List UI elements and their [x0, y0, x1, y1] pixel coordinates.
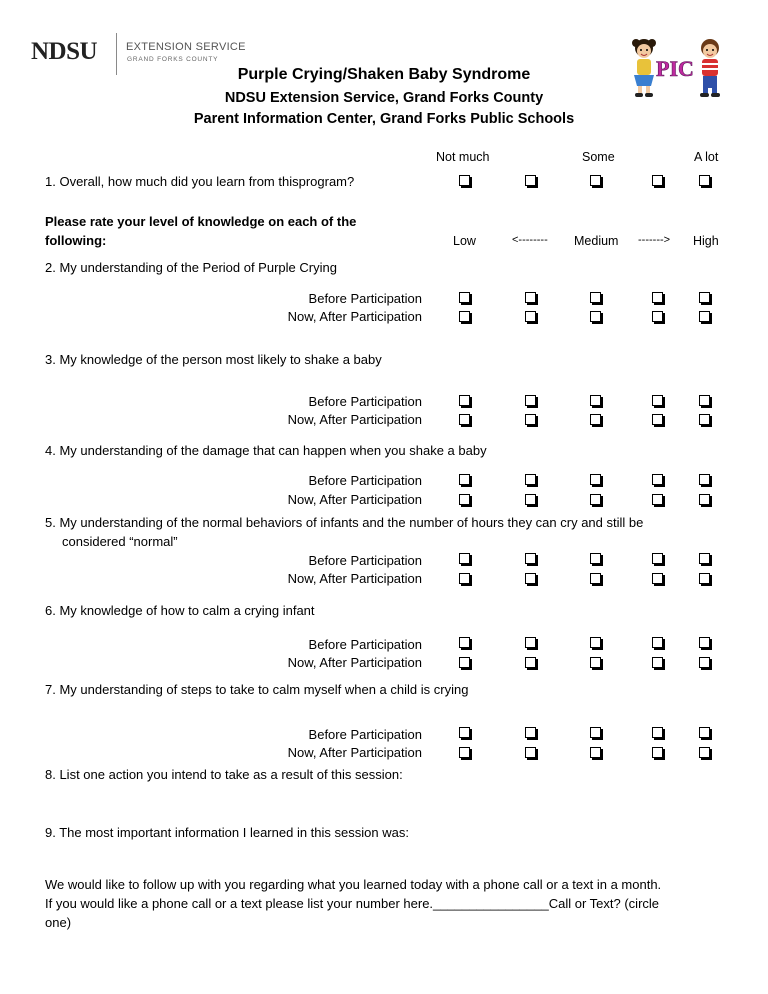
rating-intro-line2: following:: [45, 233, 107, 248]
scale-some: Some: [582, 150, 615, 164]
q3-before-label: Before Participation: [308, 394, 422, 409]
q4-after-checkbox-3[interactable]: [590, 494, 601, 505]
question-5: 5. My understanding of the normal behaviors of infants and the number of hours they can cry and still be: [45, 515, 644, 530]
scale-not-much: Not much: [436, 150, 490, 164]
q7-after-checkbox-2[interactable]: [525, 747, 536, 758]
q2-before-checkbox-4[interactable]: [652, 292, 663, 303]
q4-after-label: Now, After Participation: [287, 492, 422, 507]
q6-before-checkbox-2[interactable]: [525, 637, 536, 648]
scale-arrow-left: <--------: [512, 234, 548, 246]
q7-after-label: Now, After Participation: [287, 745, 422, 760]
question-4: 4. My understanding of the damage that can happen when you shake a baby: [45, 443, 487, 458]
scale-medium: Medium: [574, 234, 619, 248]
pic-logo-text: PIC: [656, 56, 694, 81]
question-7: 7. My understanding of steps to take to calm myself when a child is crying: [45, 682, 469, 697]
q6-after-checkbox-3[interactable]: [590, 657, 601, 668]
q5-after-checkbox-4[interactable]: [652, 573, 663, 584]
q6-after-checkbox-1[interactable]: [459, 657, 470, 668]
q4-after-checkbox-4[interactable]: [652, 494, 663, 505]
q4-before-checkbox-1[interactable]: [459, 474, 470, 485]
q7-after-checkbox-1[interactable]: [459, 747, 470, 758]
form-subtitle-pic: Parent Information Center, Grand Forks Public Schools: [193, 111, 575, 127]
q4-before-checkbox-4[interactable]: [652, 474, 663, 485]
q2-after-checkbox-3[interactable]: [590, 311, 601, 322]
q3-after-checkbox-4[interactable]: [652, 414, 663, 425]
q4-before-checkbox-2[interactable]: [525, 474, 536, 485]
q5-after-checkbox-5[interactable]: [699, 573, 710, 584]
q5-after-checkbox-3[interactable]: [590, 573, 601, 584]
q3-before-checkbox-5[interactable]: [699, 395, 710, 406]
q2-before-checkbox-1[interactable]: [459, 292, 470, 303]
q7-before-checkbox-4[interactable]: [652, 727, 663, 738]
q2-after-checkbox-4[interactable]: [652, 311, 663, 322]
q6-before-checkbox-5[interactable]: [699, 637, 710, 648]
q2-before-label: Before Participation: [308, 291, 422, 306]
q7-before-checkbox-3[interactable]: [590, 727, 601, 738]
q6-after-checkbox-5[interactable]: [699, 657, 710, 668]
q5-before-checkbox-2[interactable]: [525, 553, 536, 564]
scale-high: High: [693, 234, 719, 248]
form-title: Purple Crying/Shaken Baby Syndrome: [237, 66, 531, 83]
q6-before-label: Before Participation: [308, 637, 422, 652]
q6-before-checkbox-3[interactable]: [590, 637, 601, 648]
scale-arrow-right: ------->: [638, 234, 671, 246]
q3-before-checkbox-4[interactable]: [652, 395, 663, 406]
q3-before-checkbox-3[interactable]: [590, 395, 601, 406]
question-6: 6. My knowledge of how to calm a crying infant: [45, 603, 315, 618]
question-2: 2. My understanding of the Period of Purple Crying: [45, 260, 337, 275]
ndsu-logo: NDSU: [31, 38, 98, 65]
question-5-continued: considered “normal”: [62, 534, 178, 549]
q7-before-label: Before Participation: [308, 727, 422, 742]
q1-checkbox-4[interactable]: [652, 175, 663, 186]
followup-line2: If you would like a phone call or a text please list your number here.________________Call or Text? (circle: [45, 896, 660, 911]
q7-after-checkbox-4[interactable]: [652, 747, 663, 758]
question-8: 8. List one action you intend to take as a result of this session:: [45, 767, 403, 782]
q1-checkbox-5[interactable]: [699, 175, 710, 186]
q2-after-label: Now, After Participation: [287, 309, 422, 324]
q5-before-checkbox-5[interactable]: [699, 553, 710, 564]
q7-before-checkbox-5[interactable]: [699, 727, 710, 738]
q2-after-checkbox-1[interactable]: [459, 311, 470, 322]
logo-grand-forks-county: GRAND FORKS COUNTY: [127, 56, 219, 63]
q3-after-label: Now, After Participation: [287, 412, 422, 427]
q6-before-checkbox-4[interactable]: [652, 637, 663, 648]
q1-checkbox-3[interactable]: [590, 175, 601, 186]
q7-before-checkbox-2[interactable]: [525, 727, 536, 738]
rating-intro-line1: Please rate your level of knowledge on each of the: [45, 214, 357, 229]
q4-after-checkbox-5[interactable]: [699, 494, 710, 505]
q4-after-checkbox-2[interactable]: [525, 494, 536, 505]
q4-before-checkbox-3[interactable]: [590, 474, 601, 485]
q4-after-checkbox-1[interactable]: [459, 494, 470, 505]
q4-before-label: Before Participation: [308, 473, 422, 488]
question-9: 9. The most important information I learned in this session was:: [45, 825, 409, 840]
followup-line3: one): [45, 915, 72, 930]
q6-after-label: Now, After Participation: [287, 655, 422, 670]
q1-checkbox-2[interactable]: [525, 175, 536, 186]
q5-after-checkbox-1[interactable]: [459, 573, 470, 584]
followup-line1: We would like to follow up with you regarding what you learned today with a phone call or a text in a month.: [45, 877, 662, 892]
q4-before-checkbox-5[interactable]: [699, 474, 710, 485]
q2-before-checkbox-2[interactable]: [525, 292, 536, 303]
q3-after-checkbox-2[interactable]: [525, 414, 536, 425]
q5-after-checkbox-2[interactable]: [525, 573, 536, 584]
q3-before-checkbox-1[interactable]: [459, 395, 470, 406]
q2-after-checkbox-2[interactable]: [525, 311, 536, 322]
q3-after-checkbox-3[interactable]: [590, 414, 601, 425]
q6-before-checkbox-1[interactable]: [459, 637, 470, 648]
q2-after-checkbox-5[interactable]: [699, 311, 710, 322]
q5-before-label: Before Participation: [308, 553, 422, 568]
question-1: 1. Overall, how much did you learn from thisprogram?: [45, 174, 355, 189]
q6-after-checkbox-4[interactable]: [652, 657, 663, 668]
q5-before-checkbox-1[interactable]: [459, 553, 470, 564]
q3-after-checkbox-1[interactable]: [459, 414, 470, 425]
q5-before-checkbox-4[interactable]: [652, 553, 663, 564]
q2-before-checkbox-5[interactable]: [699, 292, 710, 303]
q7-before-checkbox-1[interactable]: [459, 727, 470, 738]
q1-checkbox-1[interactable]: [459, 175, 470, 186]
q5-after-label: Now, After Participation: [287, 571, 422, 586]
q2-before-checkbox-3[interactable]: [590, 292, 601, 303]
q3-before-checkbox-2[interactable]: [525, 395, 536, 406]
q5-before-checkbox-3[interactable]: [590, 553, 601, 564]
form-subtitle-ndsu: NDSU Extension Service, Grand Forks County: [224, 90, 544, 106]
q7-after-checkbox-3[interactable]: [590, 747, 601, 758]
logo-extension-service: EXTENSION SERVICE: [126, 41, 246, 53]
q3-after-checkbox-5[interactable]: [699, 414, 710, 425]
scale-low: Low: [453, 234, 476, 248]
scale-a-lot: A lot: [694, 150, 719, 164]
q7-after-checkbox-5[interactable]: [699, 747, 710, 758]
question-3: 3. My knowledge of the person most likely to shake a baby: [45, 352, 382, 367]
q6-after-checkbox-2[interactable]: [525, 657, 536, 668]
